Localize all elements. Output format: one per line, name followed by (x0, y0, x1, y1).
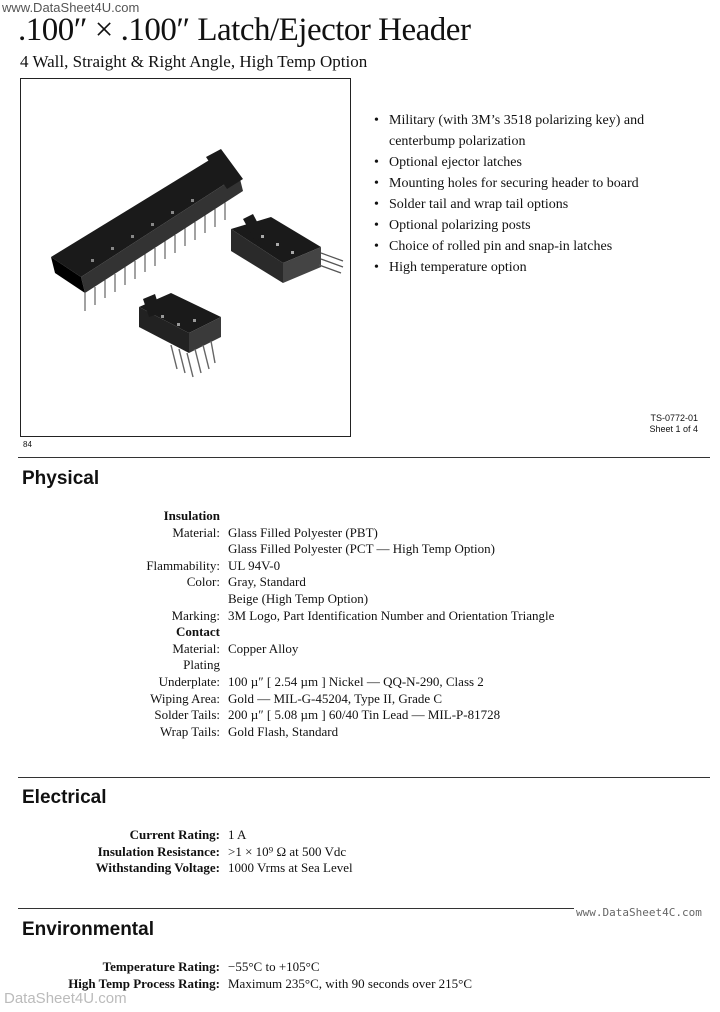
spec-value: Copper Alloy (228, 640, 299, 656)
feature-list (372, 110, 702, 278)
physical-heading: Physical (22, 468, 100, 489)
spec-row (0, 657, 720, 674)
spec-value: −55°C to +105°C (228, 959, 320, 974)
page-title: .100″ × .100″ Latch/Ejector Header (18, 12, 471, 48)
spec-row (0, 641, 720, 658)
spec-value: Gray, Standard (228, 574, 306, 590)
spec-group-label: Contact (175, 624, 220, 640)
spec-row-contact-group (0, 624, 720, 641)
spec-group-label: Insulation (163, 508, 220, 523)
spec-label: Temperature Rating: (102, 959, 220, 974)
spec-row (0, 959, 720, 976)
spec-row (0, 574, 720, 591)
right-angle-header-image (231, 214, 343, 283)
spec-row (0, 608, 720, 625)
spec-row-insulation-group (0, 508, 720, 525)
spec-row (0, 860, 720, 877)
page-subtitle: 4 Wall, Straight & Right Angle, High Temp Option (20, 52, 368, 71)
spec-row (0, 707, 720, 724)
spec-value: UL 94V-0 (228, 557, 281, 573)
long-header-image (51, 149, 243, 311)
spec-value: 200 µ″ [ 5.08 µm ] 60/40 Tin Lead — MIL-P-81728 (228, 707, 501, 723)
feature-item: • Choice of rolled pin and snap-in latches (372, 236, 702, 257)
spec-label: Withstanding Voltage: (95, 860, 220, 876)
spec-value: Beige (High Temp Option) (228, 590, 369, 606)
spec-row (0, 724, 720, 741)
section-divider (18, 777, 710, 778)
watermark-right: www.DataSheet4C.com (576, 906, 702, 919)
watermark-bottom: DataSheet4U.com (4, 990, 127, 1007)
watermark-top: www.DataSheet4U.com (2, 0, 140, 15)
spec-label: Flammability: (146, 557, 220, 573)
environmental-spec-table (0, 959, 720, 992)
spec-label: Wiping Area: (150, 690, 220, 706)
spec-value: 1000 Vrms at Sea Level (228, 860, 353, 876)
spec-label: Color: (186, 574, 220, 590)
spec-value: Gold Flash, Standard (228, 723, 339, 739)
spec-label: Marking: (171, 607, 220, 623)
spec-row (0, 541, 720, 558)
feature-item: • Military (with 3M’s 3518 polarizing key) and (372, 110, 702, 131)
spec-value: 3M Logo, Part Identification Number and Orientation Triangle (228, 607, 555, 623)
page-number: 84 (23, 440, 32, 449)
spec-value: 1 A (228, 827, 247, 842)
spec-value: Glass Filled Polyester (PBT) (228, 524, 378, 540)
spec-row (0, 525, 720, 542)
spec-label: High Temp Process Rating: (68, 975, 220, 991)
spec-value: Glass Filled Polyester (PCT — High Temp Option) (228, 541, 495, 557)
spec-label: Material: (172, 524, 220, 540)
environmental-heading: Environmental (22, 919, 154, 940)
feature-item: • Mounting holes for securing header to board (372, 173, 702, 194)
spec-label: Underplate: (158, 673, 220, 689)
spec-row (0, 827, 720, 844)
product-photo (20, 78, 351, 437)
feature-item: • Optional polarizing posts (372, 215, 702, 236)
feature-item: • Optional ejector latches (372, 152, 702, 173)
electrical-spec-table (0, 827, 720, 877)
feature-item-continuation: centerbump polarization (389, 134, 526, 149)
spec-row (0, 591, 720, 608)
spec-row (0, 844, 720, 861)
feature-item: • High temperature option (372, 257, 702, 278)
spec-value: Maximum 235°C, with 90 seconds over 215°C (228, 975, 473, 991)
spec-label: Current Rating: (129, 827, 220, 842)
small-header-image (139, 293, 221, 377)
spec-label: Material: (172, 640, 220, 656)
section-divider (18, 908, 574, 909)
spec-label: Plating (183, 657, 220, 673)
spec-value: Gold — MIL-G-45204, Type II, Grade C (228, 690, 443, 706)
spec-label: Solder Tails: (154, 707, 220, 723)
spec-row (0, 558, 720, 575)
spec-row (0, 691, 720, 708)
spec-row (0, 674, 720, 691)
header-connectors-illustration (21, 79, 351, 437)
physical-spec-table (0, 508, 720, 740)
spec-value: >1 × 10⁹ Ω at 500 Vdc (228, 843, 347, 859)
spec-value: 100 µ″ [ 2.54 µm ] Nickel — QQ-N-290, Class 2 (228, 673, 484, 689)
spec-label: Wrap Tails: (159, 723, 220, 739)
document-number: TS-0772-01 (650, 413, 698, 423)
electrical-heading: Electrical (22, 787, 107, 808)
sheet-number: Sheet 1 of 4 (649, 424, 698, 434)
feature-item: • Solder tail and wrap tail options (372, 194, 702, 215)
spec-label: Insulation Resistance: (97, 843, 220, 859)
section-divider (18, 457, 710, 458)
document-code (649, 413, 698, 435)
